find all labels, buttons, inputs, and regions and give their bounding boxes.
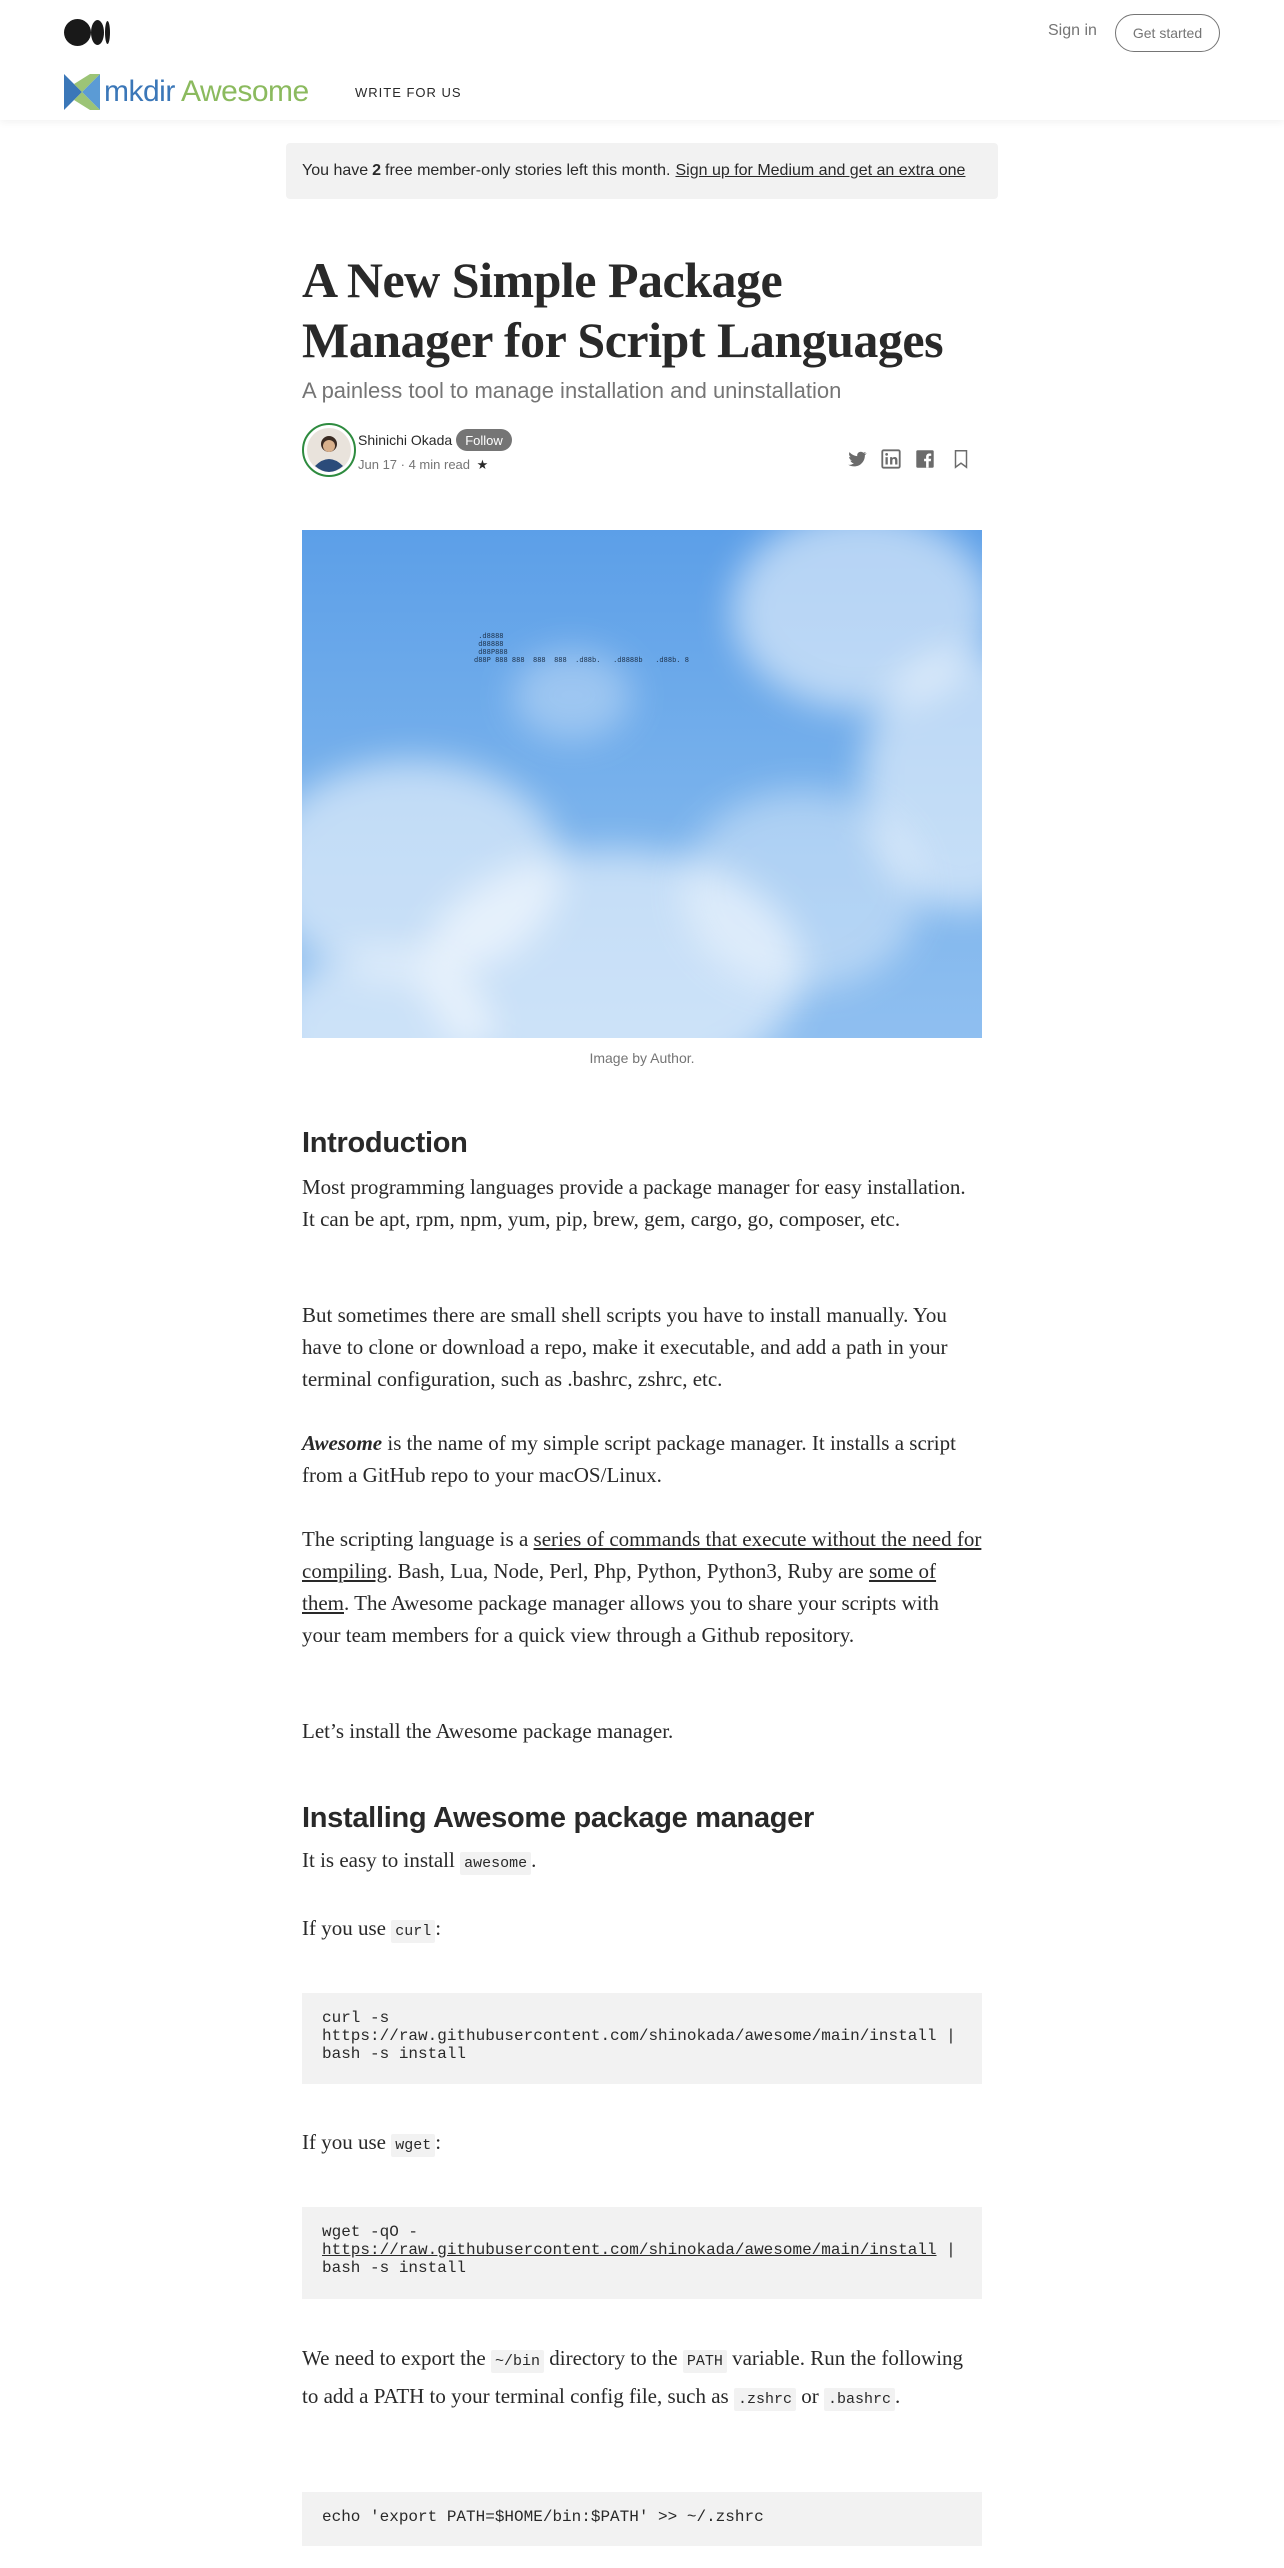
scripting-text-c: . The Awesome package manager allows you to share your scripts with your team members for a quick view through a Github repository.: [302, 1591, 939, 1647]
publication-name-part1: mkdir: [104, 75, 175, 108]
inline-code-awesome: awesome: [460, 1852, 531, 1875]
export-text-e: .: [895, 2384, 901, 2408]
mkdir-awesome-logo-icon: [64, 74, 100, 110]
paragraph-if-curl: [302, 1912, 982, 1948]
banner-count: 2: [372, 162, 382, 179]
write-for-us-link[interactable]: WRITE FOR US: [355, 85, 462, 100]
bookmark-icon[interactable]: [950, 448, 972, 470]
publish-date-read-time: Jun 17 · 4 min read: [358, 457, 471, 472]
facebook-icon[interactable]: [914, 448, 936, 470]
awesome-ascii-art: .d8888 d88888 d88P888 d88P 888 888 888 888 .d88b. .d8888b .d88b. 8: [474, 632, 689, 664]
twitter-icon[interactable]: [846, 448, 868, 470]
inline-code-bashrc: .bashrc: [824, 2388, 895, 2411]
installing-heading: Installing Awesome package manager: [302, 1802, 814, 1834]
inline-code-zshrc: .zshrc: [734, 2388, 796, 2411]
paragraph-package-managers: Most programming languages provide a package manager for easy installation. It can be apt, rpm, npm, yum, pip, brew, gem, cargo, go, composer, etc.: [302, 1175, 966, 1231]
paragraph-scripting-language: [302, 1523, 982, 1651]
code2-line3: bash -s install: [322, 2259, 467, 2277]
inline-code-wget: wget: [391, 2134, 435, 2157]
awesome-emphasis: Awesome: [302, 1431, 383, 1455]
code-block-export[interactable]: [302, 2492, 982, 2546]
code2-pipe: |: [936, 2241, 956, 2259]
top-bar: [0, 0, 1284, 120]
introduction-heading: Introduction: [302, 1127, 468, 1159]
some-of-them-link[interactable]: some of them: [302, 1559, 937, 1615]
code1-line1: curl -s: [322, 2009, 390, 2027]
linkedin-icon[interactable]: [880, 448, 902, 470]
sign-in-link[interactable]: Sign in: [1048, 22, 1097, 39]
paragraph-shell-scripts: But sometimes there are small shell scripts you have to install manually. You have to clone or download a repo, make it executable, and add a path in your terminal configuration, such as .bashrc, zshrc, etc.: [302, 1303, 948, 1391]
code-block-curl[interactable]: [302, 1993, 982, 2084]
hero-image: [302, 530, 982, 1038]
paragraph-easy-install: [302, 1844, 982, 1880]
scripting-text-b: . Bash, Lua, Node, Perl, Php, Python, Python3, Ruby are: [387, 1559, 869, 1583]
export-text-c: variable. Run the following to add a PATH to your terminal config file, such as: [302, 2346, 964, 2408]
member-stories-banner: [286, 143, 998, 199]
paragraph-export-path: [302, 2341, 982, 2417]
if-curl-colon: :: [435, 1916, 442, 1940]
follow-button[interactable]: Follow: [456, 429, 512, 451]
article-subtitle: A painless tool to manage installation and uninstallation: [302, 378, 842, 403]
article-title: A New Simple Package Manager for Script Languages: [302, 252, 944, 368]
if-wget-text: If you use: [302, 2130, 392, 2154]
paragraph-awesome-intro: [302, 1427, 982, 1491]
get-started-button[interactable]: Get started: [1115, 14, 1220, 52]
awesome-intro-text: is the name of my simple script package manager. It installs a script from a GitHub repo to your macOS/Linux.: [302, 1431, 956, 1487]
paragraph-if-wget: [302, 2126, 982, 2162]
publication-name-part2: Awesome: [181, 75, 309, 108]
code2-install-link[interactable]: https://raw.githubusercontent.com/shinokada/awesome/main/install: [322, 2241, 937, 2259]
code-block-wget[interactable]: [302, 2207, 982, 2299]
author-row: [302, 422, 982, 478]
if-curl-text: If you use: [302, 1916, 392, 1940]
inline-code-bin: ~/bin: [491, 2350, 544, 2373]
code1-line2: https://raw.githubusercontent.com/shinokada/awesome/main/install |: [322, 2027, 956, 2045]
if-wget-colon: :: [435, 2130, 442, 2154]
author-name[interactable]: Shinichi Okada: [358, 432, 453, 448]
article-meta: [358, 457, 488, 473]
code3-line1: echo 'export PATH=$HOME/bin:$PATH' >> ~/.zshrc: [322, 2508, 764, 2526]
scripting-text-a: The scripting language is a: [302, 1527, 534, 1551]
compiling-link[interactable]: series of commands that execute without the need for compiling: [302, 1527, 982, 1583]
paragraph-lets-install: Let’s install the Awesome package manager.: [302, 1719, 674, 1743]
author-avatar[interactable]: [302, 422, 356, 478]
inline-code-path: PATH: [683, 2350, 727, 2373]
medium-logo-icon[interactable]: [64, 18, 110, 46]
banner-signup-link[interactable]: Sign up for Medium and get an extra one: [675, 162, 966, 179]
easy-install-period: .: [531, 1848, 537, 1872]
publication-name: [104, 75, 309, 109]
publication-logo[interactable]: [64, 74, 309, 110]
banner-prefix: You have: [302, 162, 369, 179]
inline-code-curl: curl: [391, 1920, 435, 1943]
easy-install-text: It is easy to install: [302, 1848, 461, 1872]
banner-suffix: free member-only stories left this month.: [385, 162, 671, 179]
export-text-d: or: [796, 2384, 824, 2408]
code2-line1: wget -qO -: [322, 2223, 419, 2241]
export-text-b: directory to the: [544, 2346, 683, 2370]
image-caption: Image by Author.: [589, 1050, 695, 1066]
export-text-a: We need to export the: [302, 2346, 491, 2370]
code1-line3: bash -s install: [322, 2045, 467, 2063]
member-star-icon: ★: [476, 457, 489, 472]
